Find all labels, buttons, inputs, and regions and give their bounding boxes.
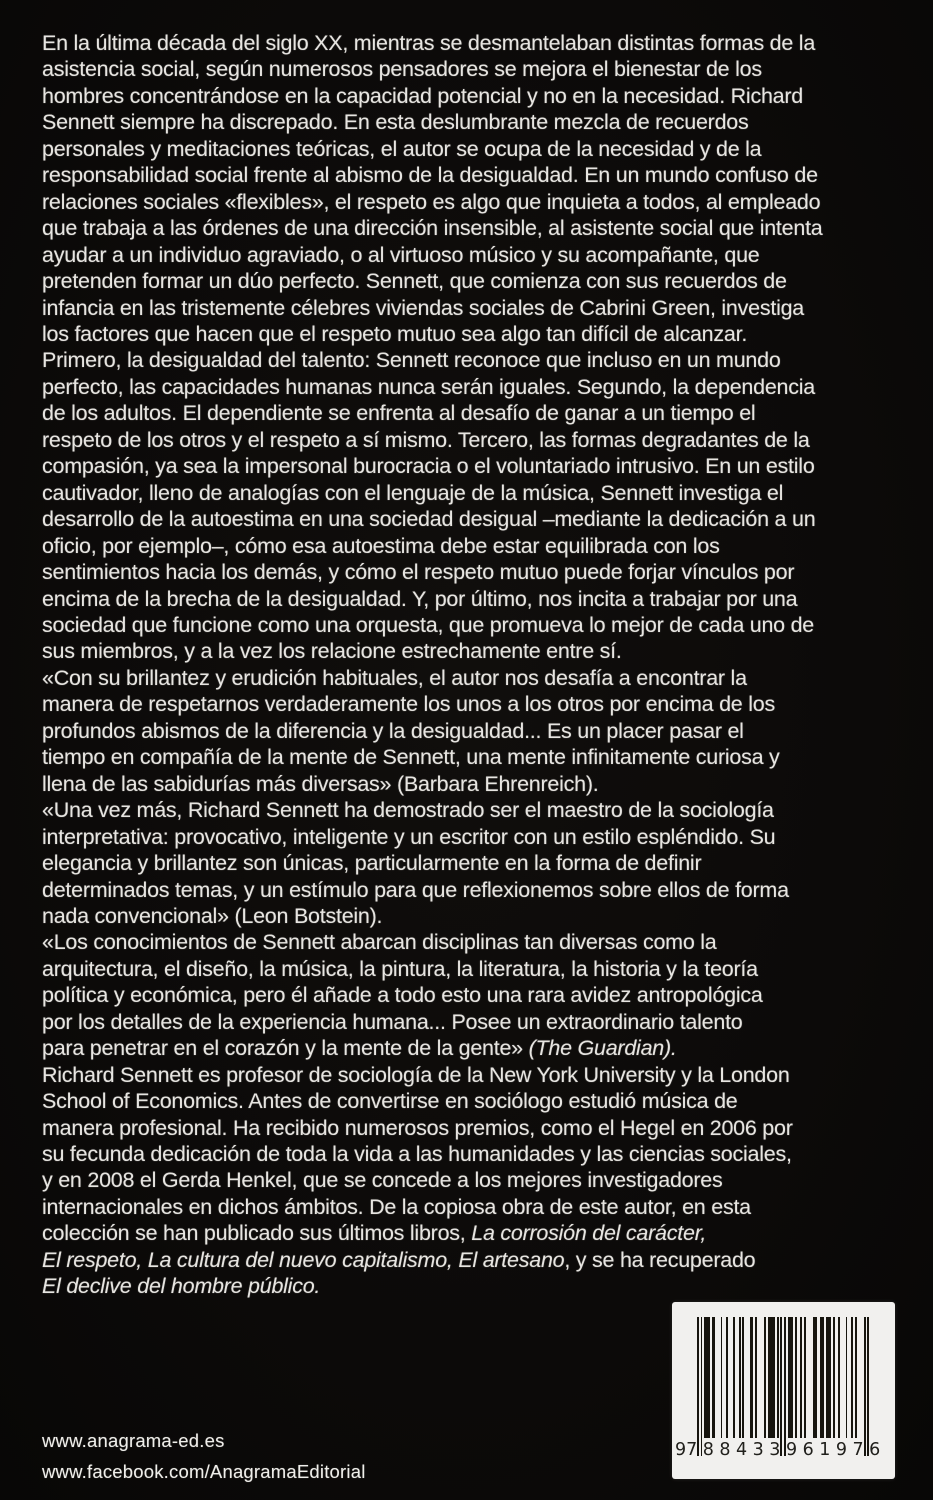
text-line	[42, 1009, 923, 1035]
text-line	[42, 1273, 923, 1299]
text-segment: determinados temas, y un estímulo para que reflexionemos sobre ellos de forma	[42, 877, 789, 902]
text-line	[42, 612, 923, 638]
text-segment: School of Economics. Antes de convertirse en sociólogo estudió música de	[42, 1089, 738, 1114]
text-line	[42, 1088, 923, 1114]
text-segment: oficio, por ejemplo–, cómo esa autoestima debe estar equilibrada con los	[42, 533, 720, 558]
text-segment: desarrollo de la autoestima en una sociedad desigual –mediante la dedicación a un	[42, 507, 816, 532]
text-line	[42, 242, 923, 268]
text-segment: cautivador, lleno de analogías con el lenguaje de la música, Sennett investiga el	[42, 480, 784, 505]
text-line	[42, 559, 923, 585]
text-segment: que trabaja a las órdenes de una dirección insensible, al asistente social que intenta	[42, 216, 823, 241]
text-segment: sentimientos hacia los demás, y cómo el respeto mutuo puede forjar vínculos por	[42, 560, 795, 585]
text-segment: para penetrar en el corazón y la mente de la gente»	[42, 1036, 529, 1061]
publisher-website-url: www.anagrama-ed.es	[42, 1430, 225, 1451]
text-segment: y en 2008 el Gerda Henkel, que se concede a los mejores investigadores	[42, 1168, 723, 1193]
text-segment: llena de las sabidurías más diversas» (Barbara Ehrenreich).	[42, 771, 599, 796]
text-segment: , y se ha recuperado	[564, 1247, 756, 1272]
text-line	[42, 718, 923, 744]
text-segment: infancia en las tristemente célebres viviendas sociales de Cabrini Green, investiga	[42, 295, 805, 320]
text-line	[42, 586, 923, 612]
italic-text-segment: (The Guardian).	[528, 1036, 677, 1061]
text-segment: Sennett siempre ha discrepado. En esta deslumbrante mezcla de recuerdos	[42, 110, 749, 135]
text-line	[42, 136, 923, 162]
text-segment: «Los conocimientos de Sennett abarcan disciplinas tan diversas como la	[42, 930, 717, 955]
text-segment: personales y meditaciones teóricas, el autor se ocupa de la necesidad y de la	[42, 136, 762, 161]
publisher-facebook-url: www.facebook.com/AnagramaEditorial	[42, 1460, 366, 1482]
text-segment: relaciones sociales «flexibles», el respeto es algo que inquieta a todos, al empleado	[42, 189, 821, 214]
text-line	[42, 400, 923, 426]
text-line	[42, 533, 923, 559]
text-segment: sus miembros, y a la vez los relacione estrechamente entre sí.	[42, 639, 622, 664]
text-line	[42, 638, 923, 664]
barcode-digits-right: 961976	[785, 1440, 886, 1460]
text-segment: interpretativa: provocativo, inteligente y un escritor con un estilo espléndido. Su	[42, 824, 776, 849]
text-line	[42, 850, 923, 876]
text-line	[42, 109, 923, 135]
text-line	[42, 877, 923, 903]
text-line	[42, 744, 923, 770]
text-segment: responsabilidad social frente al abismo de la desigualdad. En un mundo confuso de	[42, 163, 818, 188]
text-segment: profundos abismos de la diferencia y la desigualdad... Es un placer pasar el	[42, 718, 744, 743]
text-segment: perfecto, las capacidades humanas nunca serán iguales. Segundo, la dependencia	[42, 374, 815, 399]
barcode-bars	[697, 1317, 870, 1457]
barcode	[672, 1302, 895, 1479]
text-line	[42, 956, 923, 982]
text-line	[42, 347, 923, 373]
text-line	[42, 903, 923, 929]
text-line	[42, 1141, 923, 1167]
text-line	[42, 189, 923, 215]
text-segment: Primero, la desigualdad del talento: Sennett reconoce que incluso en un mundo	[42, 348, 781, 373]
text-segment: arquitectura, el diseño, la música, la pintura, la literatura, la historia y la teoría	[42, 956, 758, 981]
text-line	[42, 427, 923, 453]
text-line	[42, 453, 923, 479]
text-segment: asistencia social, según numerosos pensadores se mejora el bienestar de los	[42, 57, 762, 82]
text-line	[42, 1220, 923, 1246]
text-segment: internacionales en dichos ámbitos. De la copiosa obra de este autor, en esta	[42, 1194, 751, 1219]
text-line	[42, 30, 923, 56]
text-segment: ayudar a un individuo agraviado, o al virtuoso músico y su acompañante, que	[42, 242, 760, 267]
text-line	[42, 295, 923, 321]
publisher-links	[42, 1426, 366, 1487]
text-segment: nada convencional» (Leon Botstein).	[42, 903, 383, 928]
barcode-bar	[867, 1317, 869, 1456]
text-segment: política y económica, pero él añade a todo esto una rara avidez antropológica	[42, 983, 763, 1008]
text-line	[42, 1247, 923, 1273]
text-segment: manera profesional. Ha recibido numerosos premios, como el Hegel en 2006 por	[42, 1115, 793, 1140]
text-segment: sociedad que funcione como una orquesta, que promueva lo mejor de cada uno de	[42, 612, 815, 637]
text-line	[42, 1035, 923, 1061]
back-cover-text	[42, 30, 923, 1300]
text-segment: tiempo en compañía de la mente de Sennett, una mente infinitamente curiosa y	[42, 745, 780, 770]
text-line	[42, 1194, 923, 1220]
text-segment: de los adultos. El dependiente se enfrenta al desafío de ganar a un tiempo el	[42, 401, 756, 426]
text-segment: Richard Sennett es profesor de sociología de la New York University y la London	[42, 1062, 790, 1087]
text-line	[42, 83, 923, 109]
text-segment: pretenden formar un dúo perfecto. Sennett, que comienza con sus recuerdos de	[42, 269, 787, 294]
text-line	[42, 797, 923, 823]
barcode-inner	[675, 1317, 886, 1471]
text-segment: su fecunda dedicación de toda la vida a las humanidades y las ciencias sociales,	[42, 1142, 792, 1167]
text-line	[42, 929, 923, 955]
italic-text-segment: La corrosión del carácter,	[471, 1221, 707, 1246]
text-line	[42, 1062, 923, 1088]
text-segment: encima de la brecha de la desigualdad. Y, por último, nos incita a trabajar por una	[42, 586, 798, 611]
text-line	[42, 771, 923, 797]
text-segment: hombres concentrándose en la capacidad potencial y no en la necesidad. Richard	[42, 83, 803, 108]
text-line	[42, 268, 923, 294]
text-segment: por los detalles de la experiencia humana... Posee un extraordinario talento	[42, 1009, 743, 1034]
italic-text-segment: El respeto, La cultura del nuevo capitalismo, El artesano	[42, 1247, 565, 1272]
text-segment: respeto de los otros y el respeto a sí mismo. Tercero, las formas degradantes de la	[42, 427, 810, 452]
text-line	[42, 56, 923, 82]
text-line	[42, 215, 923, 241]
text-line	[42, 665, 923, 691]
barcode-number	[675, 1440, 886, 1460]
text-line	[42, 321, 923, 347]
text-line	[42, 506, 923, 532]
text-segment: manera de respetarnos verdaderamente los unos a los otros por encima de los	[42, 692, 775, 717]
text-segment: En la última década del siglo XX, mientras se desmantelaban distintas formas de la	[42, 31, 816, 55]
barcode-digits-left: 788433	[686, 1440, 786, 1460]
text-segment: «Con su brillantez y erudición habituales, el autor nos desafía a encontrar la	[42, 665, 747, 690]
italic-text-segment: El declive del hombre público.	[42, 1274, 321, 1299]
text-segment: elegancia y brillantez son únicas, particularmente en la forma de definir	[42, 851, 702, 876]
barcode-digit-first: 9	[675, 1440, 687, 1460]
text-line	[42, 162, 923, 188]
text-line	[42, 691, 923, 717]
text-segment: colección se han publicado sus últimos libros,	[42, 1221, 472, 1246]
text-line	[42, 1167, 923, 1193]
text-line	[42, 374, 923, 400]
text-line	[42, 824, 923, 850]
text-line	[42, 1115, 923, 1141]
text-line	[42, 982, 923, 1008]
text-segment: «Una vez más, Richard Sennett ha demostrado ser el maestro de la sociología	[42, 798, 774, 823]
text-segment: los factores que hacen que el respeto mutuo sea algo tan difícil de alcanzar.	[42, 321, 748, 346]
text-line	[42, 480, 923, 506]
text-segment: compasión, ya sea la impersonal burocracia o el voluntariado intrusivo. En un estilo	[42, 454, 815, 479]
